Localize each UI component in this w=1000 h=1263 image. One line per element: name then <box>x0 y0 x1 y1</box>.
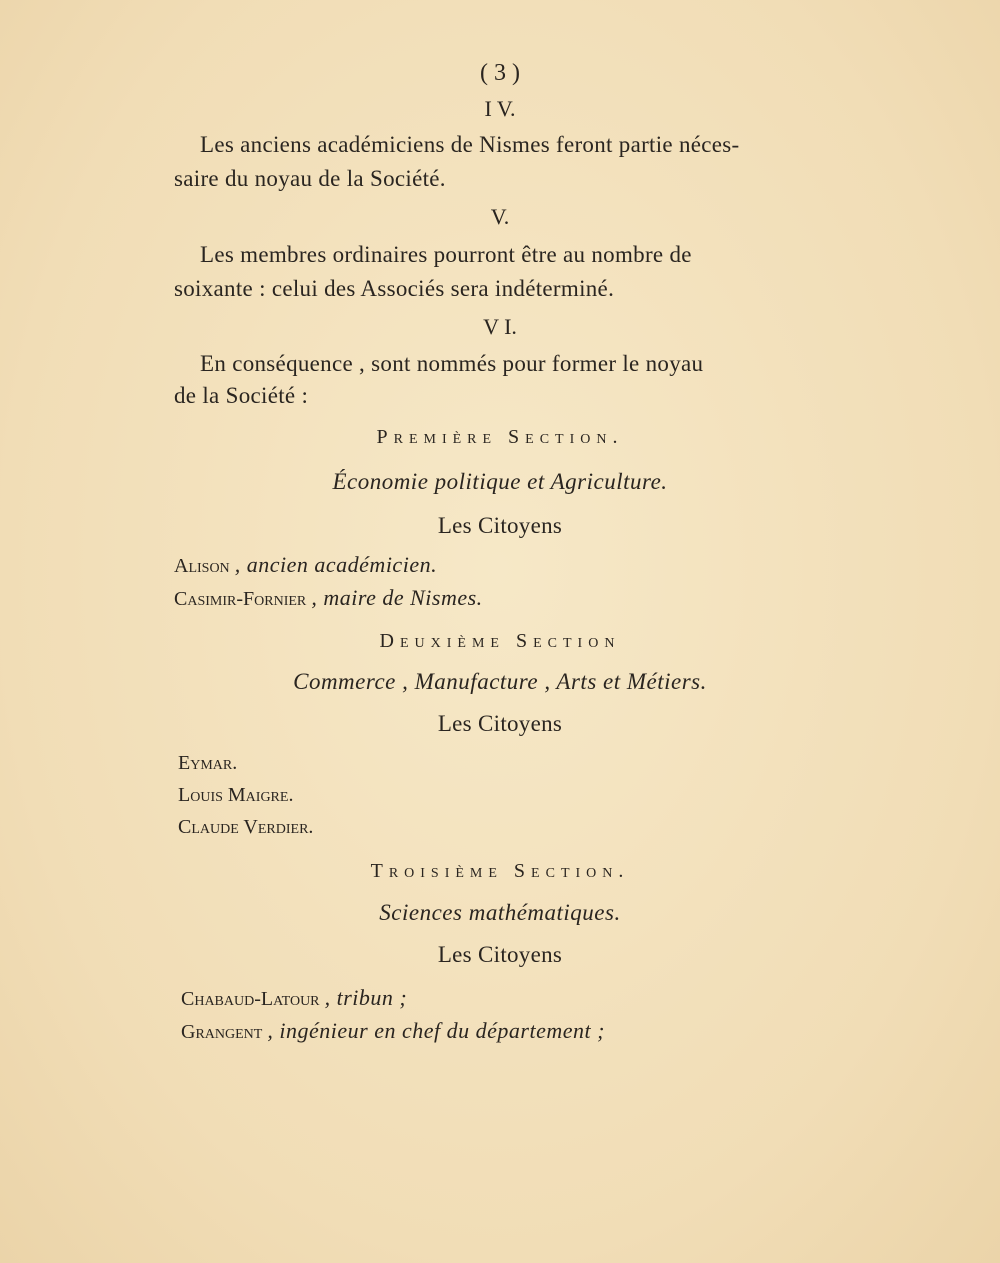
member-name: Grangent <box>181 1021 263 1043</box>
article-v-line-1: Les membres ordinaires pourront être au nombre de <box>200 242 692 267</box>
section-2-subject: Commerce , Manufacture , Arts et Métiers. <box>293 669 707 694</box>
article-iv-line-2: saire du noyau de la Société. <box>174 166 446 191</box>
article-vi-line-2: de la Société : <box>174 383 309 408</box>
section-2-heading: Deuxième Section <box>379 630 621 652</box>
section-2-member-name: Eymar. <box>178 752 238 774</box>
section-2-member-name: Louis Maigre. <box>178 784 294 806</box>
section-1-citizens-label: Les Citoyens <box>437 513 563 538</box>
section-3-member <box>181 1018 605 1044</box>
article-numeral-v: V. <box>490 204 510 229</box>
member-description: , tribun ; <box>324 985 408 1010</box>
section-1-subject: Économie politique et Agriculture. <box>332 469 668 494</box>
page-number: ( 3 ) <box>480 60 520 86</box>
article-v-line-2: soixante : celui des Associés sera indéterminé. <box>174 276 615 301</box>
section-1-member <box>174 552 437 578</box>
section-3-heading: Troisième Section. <box>370 860 630 882</box>
member-description: , ingénieur en chef du département ; <box>267 1018 605 1043</box>
section-1-member <box>174 585 483 611</box>
article-vi-line-1: En conséquence , sont nommés pour former le noyau <box>200 351 704 376</box>
member-description: , maire de Nismes. <box>311 585 483 610</box>
section-3-member <box>181 985 407 1011</box>
section-2-citizens-label: Les Citoyens <box>437 711 563 736</box>
section-3-citizens-label: Les Citoyens <box>437 942 563 967</box>
section-2-member-name: Claude Verdier. <box>178 816 314 838</box>
member-name: Chabaud-Latour <box>181 988 320 1010</box>
section-3-subject: Sciences mathématiques. <box>379 900 621 925</box>
article-numeral-iv: I V. <box>484 96 516 121</box>
section-1-heading: Première Section. <box>376 426 624 448</box>
article-iv-line-1: Les anciens académiciens de Nismes feront partie néces- <box>200 132 740 157</box>
member-description: , ancien académicien. <box>234 552 438 577</box>
member-name: Alison <box>174 555 230 577</box>
member-name: Casimir-Fornier <box>174 588 307 610</box>
article-numeral-vi: V I. <box>483 314 517 339</box>
